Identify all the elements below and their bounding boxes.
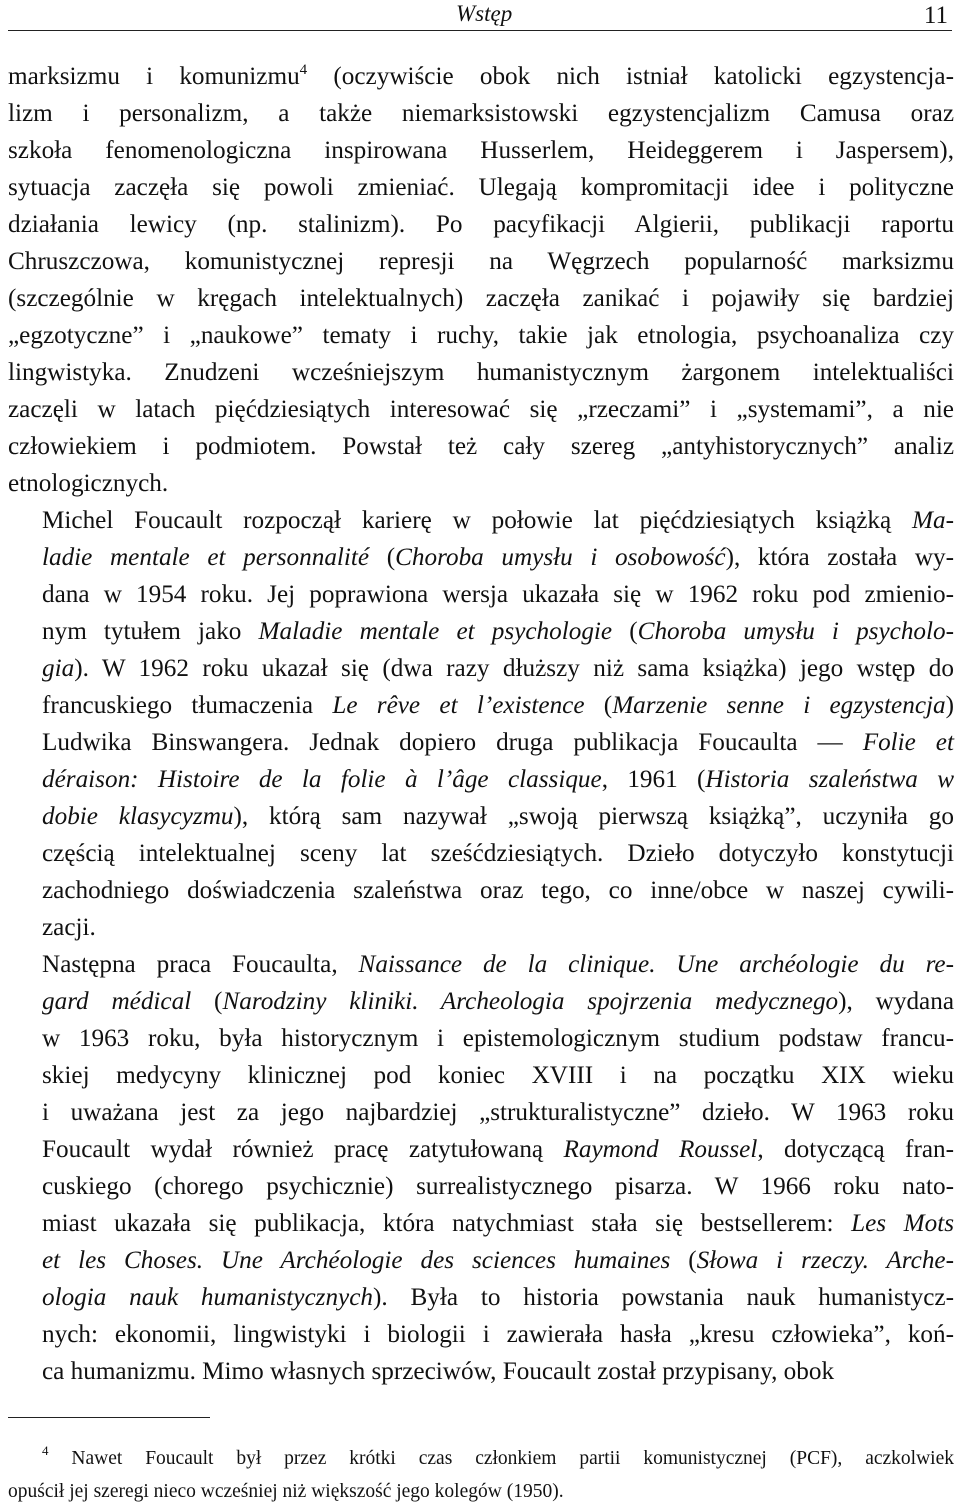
text-line bbox=[8, 613, 954, 650]
text-span: ), wydana bbox=[838, 988, 954, 1015]
text-span: szkoła fenomenologiczna inspirowana Husserlem, Heideggerem i Jaspersem), bbox=[8, 137, 954, 164]
text-line bbox=[8, 1020, 954, 1057]
italic-title: gard médical bbox=[42, 988, 192, 1015]
footnote-line-1: $^4$ Nawet Foucault był przez krótki czas członkiem partii komunistycznej (PCF), aczkolwiek bbox=[42, 1443, 954, 1469]
text-span: ), którą sam nazywał „swoją pierwszą książką”, uczyniła go bbox=[233, 803, 954, 830]
text-line bbox=[8, 95, 954, 132]
text-span: nych: ekonomii, lingwistyki i biologii i zawierała hasła „kresu człowieka”, koń- bbox=[42, 1321, 954, 1348]
footnote-marker: 4 bbox=[42, 1443, 49, 1458]
text-line bbox=[8, 1094, 954, 1131]
text-line bbox=[8, 798, 954, 835]
text-line bbox=[8, 1057, 954, 1094]
italic-title: déraison: Histoire de la folie à l’âge classique bbox=[42, 766, 602, 793]
italic-title: Maladie mentale et psychologie bbox=[258, 618, 613, 645]
italic-title: Naissance de la clinique. Une archéologie du re- bbox=[358, 951, 954, 978]
text-span: ), która została wy- bbox=[725, 544, 954, 571]
text-line bbox=[8, 983, 954, 1020]
text-span: etnologicznych. bbox=[8, 470, 169, 497]
text-span: i uważana jest za jego najbardziej „strukturalistyczne” dzieło. W 1963 roku bbox=[42, 1099, 954, 1126]
text-line bbox=[8, 872, 954, 909]
text-line bbox=[8, 539, 954, 576]
italic-title: Narodziny kliniki. Archeologia spojrzenia medycznego bbox=[222, 988, 839, 1015]
text-span: Następna praca Foucaulta, bbox=[42, 951, 359, 978]
text-span: „egzotyczne” i „naukowe” tematy i ruchy, takie jak etnologia, psychoanaliza czy bbox=[8, 322, 954, 349]
italic-title: ologia nauk humanistycznych bbox=[42, 1284, 374, 1311]
paragraph-2 bbox=[8, 502, 954, 946]
text-span: częścią intelektualnej sceny lat sześćdziesiątych. Dzieło dotyczyło konstytucji bbox=[42, 840, 954, 867]
text-line bbox=[8, 1242, 954, 1279]
text-line bbox=[8, 243, 954, 280]
text-span: ( bbox=[670, 1247, 697, 1274]
footnote-reference: 4 bbox=[299, 62, 308, 78]
text-span: w 1963 roku, była historycznym i epistemologicznym studium podstaw francu- bbox=[42, 1025, 954, 1052]
italic-title: ladie mentale et personnalité bbox=[42, 544, 370, 571]
text-line bbox=[8, 169, 954, 206]
italic-title: gia bbox=[42, 655, 75, 682]
text-line bbox=[8, 502, 954, 539]
italic-title: Marzenie senne i egzystencja bbox=[612, 692, 946, 719]
text-span: nym tytułem jako bbox=[42, 618, 259, 645]
text-span: marksizmu i komunizmu bbox=[8, 63, 300, 90]
text-span: lizm i personalizm, a także niemarksistowski egzystencjalizm Camusa oraz bbox=[8, 100, 954, 127]
paragraph-3 bbox=[8, 946, 954, 1390]
text-span: działania lewicy (np. stalinizm). Po pacyfikacji Algierii, publikacji raportu bbox=[8, 211, 954, 238]
text-span: człowiekiem i podmiotem. Powstał też cały szereg „antyhistorycznych” analiz bbox=[8, 433, 954, 460]
section-title: Wstęp bbox=[456, 1, 513, 26]
text-span: (oczywiście obok nich istniał katolicki egzystencja- bbox=[307, 63, 954, 90]
footnote bbox=[8, 1442, 954, 1508]
text-span: ) bbox=[945, 692, 954, 719]
text-line bbox=[8, 1279, 954, 1316]
italic-title: Le rêve et l’existence bbox=[332, 692, 585, 719]
text-line bbox=[8, 687, 954, 724]
text-span: (szczególnie w kręgach intelektualnych) zaczęła zanikać i pojawiły się bardziej bbox=[8, 285, 954, 312]
italic-title: dobie klasycyzmu bbox=[42, 803, 234, 830]
text-span: dana w 1954 roku. Jej poprawiona wersja ukazała się w 1962 roku pod zmienio- bbox=[42, 581, 954, 608]
text-line bbox=[8, 724, 954, 761]
text-span: , dotyczącą fran- bbox=[757, 1136, 954, 1163]
text-line bbox=[8, 1205, 954, 1242]
footnote-line-2: opuścił jej szeregi nieco wcześniej niż większość jego kolegów (1950). bbox=[8, 1481, 564, 1502]
text-span: ( bbox=[612, 618, 638, 645]
text-line bbox=[8, 1168, 954, 1205]
text-line bbox=[8, 835, 954, 872]
page-number: 11 bbox=[923, 2, 948, 29]
text-line bbox=[8, 58, 954, 95]
text-span: francuskiego tłumaczenia bbox=[42, 692, 333, 719]
text-line bbox=[8, 465, 954, 502]
text-line bbox=[8, 280, 954, 317]
text-span: ). Była to historia powstania nauk humanistycz- bbox=[373, 1284, 954, 1311]
text-span: lingwistyka. Znudzeni wcześniejszym humanistycznym żargonem intelektualiści bbox=[8, 359, 954, 386]
italic-title: Słowa i rzeczy. Arche- bbox=[696, 1247, 954, 1274]
text-line bbox=[8, 1353, 954, 1390]
italic-title: Choroba umysłu i psycholo- bbox=[637, 618, 954, 645]
text-line bbox=[8, 946, 954, 983]
text-span: zaczęli w latach pięćdziesiątych interesować się „rzeczami” i „systemami”, a nie bbox=[8, 396, 954, 423]
text-span: skiej medycyny klinicznej pod koniec XVIII i na początku XIX wieku bbox=[42, 1062, 954, 1089]
body-text bbox=[8, 58, 954, 1390]
text-span: sytuacja zaczęła się powoli zmieniać. Ulegają kompromitacji idee i polityczne bbox=[8, 174, 954, 201]
italic-title: Historia szaleństwa w bbox=[705, 766, 954, 793]
text-line bbox=[8, 132, 954, 169]
text-span: ( bbox=[191, 988, 223, 1015]
text-line bbox=[8, 1131, 954, 1168]
text-line bbox=[8, 909, 954, 946]
italic-title: Ma- bbox=[912, 507, 954, 534]
text-line bbox=[8, 761, 954, 798]
text-line bbox=[8, 1316, 954, 1353]
italic-title: Les Mots bbox=[851, 1210, 954, 1237]
italic-title: Raymond Roussel bbox=[563, 1136, 758, 1163]
text-span: Foucault wydał również pracę zatytułowaną bbox=[42, 1136, 564, 1163]
text-span: ). W 1962 roku ukazał się (dwa razy dłuższy niż sama książka) jego wstęp do bbox=[74, 655, 954, 682]
text-span: zachodniego doświadczenia szaleństwa oraz tego, co inne/obce w naszej cywili- bbox=[42, 877, 954, 904]
footnote-rule bbox=[8, 1417, 210, 1418]
text-line bbox=[8, 391, 954, 428]
text-span: , 1961 ( bbox=[601, 766, 706, 793]
text-span: Michel Foucault rozpoczął karierę w połowie lat pięćdziesiątych książką bbox=[42, 507, 913, 534]
text-span: ( bbox=[369, 544, 396, 571]
text-span: ca humanizmu. Mimo własnych sprzeciwów, Foucault został przypisany, obok bbox=[42, 1358, 835, 1385]
text-span: cuskiego (chorego psychicznie) surrealistycznego pisarza. W 1966 roku nato- bbox=[42, 1173, 954, 1200]
text-line bbox=[8, 206, 954, 243]
text-line bbox=[8, 650, 954, 687]
text-line bbox=[8, 354, 954, 391]
text-span: zacji. bbox=[42, 914, 96, 941]
paragraph-1 bbox=[8, 58, 954, 502]
italic-title: Choroba umysłu i osobowość bbox=[395, 544, 726, 571]
text-line bbox=[8, 428, 954, 465]
text-span: Ludwika Binswangera. Jednak dopiero druga publikacja Foucaulta — bbox=[42, 729, 863, 756]
text-span: miast ukazała się publikacja, która natychmiast stała się bestsellerem: bbox=[42, 1210, 852, 1237]
text-line bbox=[8, 576, 954, 613]
text-span: Chruszczowa, komunistycznej represji na Węgrzech popularność marksizmu bbox=[8, 248, 954, 275]
running-header bbox=[8, 0, 952, 31]
text-line bbox=[8, 317, 954, 354]
italic-title: et les Choses. Une Archéologie des sciences humaines bbox=[42, 1247, 671, 1274]
italic-title: Folie et bbox=[862, 729, 954, 756]
text-span: ( bbox=[584, 692, 613, 719]
